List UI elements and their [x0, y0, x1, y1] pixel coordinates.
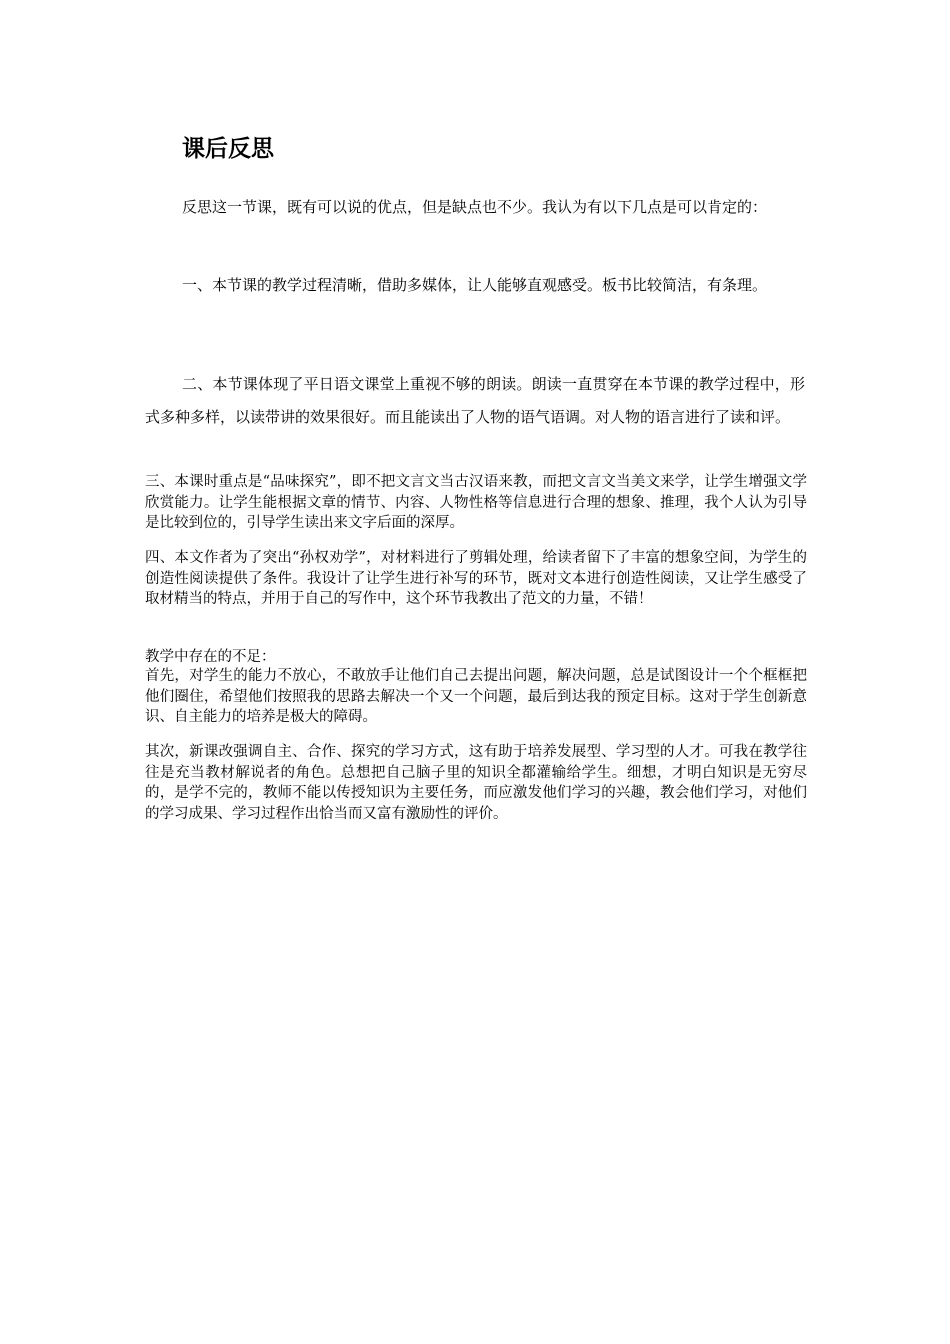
- shortcoming-second-paragraph: 其次，新课改强调自主、合作、探究的学习方式，这有助于培养发展型、学习型的人才。可我在教学往往是充当教材解说者的角色。总想把自己脑子里的知识全都灌输给学生。细想，才明白知识是无穷尽的，是学不完的，教师不能以传授知识为主要任务，而应激发他们学习的兴趣，教会他们学习，对他们的学习成果、学习过程作出恰当而又富有激励性的评价。: [145, 744, 807, 822]
- shortcomings-heading: 教学中存在的不足：: [145, 649, 276, 665]
- point-four-paragraph: 四、本文作者为了突出“孙权劝学”，对材料进行了剪辑处理，给读者留下了丰富的想象空间，为学生的创造性阅读提供了条件。我设计了让学生进行补写的环节，既对文本进行创造性阅读，又让学生感受了取材精当的特点，并用于自己的写作中，这个环节我教出了范文的力量，不错！: [145, 550, 807, 607]
- intro-paragraph: 反思这一节课，既有可以说的优点，但是缺点也不少。我认为有以下几点是可以肯定的：: [182, 198, 768, 216]
- point-two-paragraph: 二、本节课体现了平日语文课堂上重视不够的朗读。朗读一直贯穿在本节课的教学过程中，形式多种多样，以读带讲的效果很好。而且能读出了人物的语气语调。对人物的语言进行了读和评。: [145, 375, 805, 426]
- shortcoming-first-paragraph: 首先，对学生的能力不放心，不敢放手让他们自己去提出问题，解决问题，总是试图设计一个个框框把他们圈住，希望他们按照我的思路去解决一个又一个问题，最后到达我的预定目标。这对于学生创新意识、自主能力的培养是极大的障碍。: [145, 668, 807, 725]
- point-one-paragraph: 一、本节课的教学过程清晰，借助多媒体，让人能够直观感受。板书比较简洁，有条理。: [182, 276, 768, 294]
- point-three-paragraph: 三、本课时重点是“品味探究”，即不把文言文当古汉语来教，而把文言文当美文来学，让学生增强文学欣赏能力。让学生能根据文章的情节、内容、人物性格等信息进行合理的想象、推理，我个人认为引导是比较到位的，引导学生读出来文字后面的深厚。: [145, 474, 807, 531]
- page-title: 课后反思: [182, 136, 274, 162]
